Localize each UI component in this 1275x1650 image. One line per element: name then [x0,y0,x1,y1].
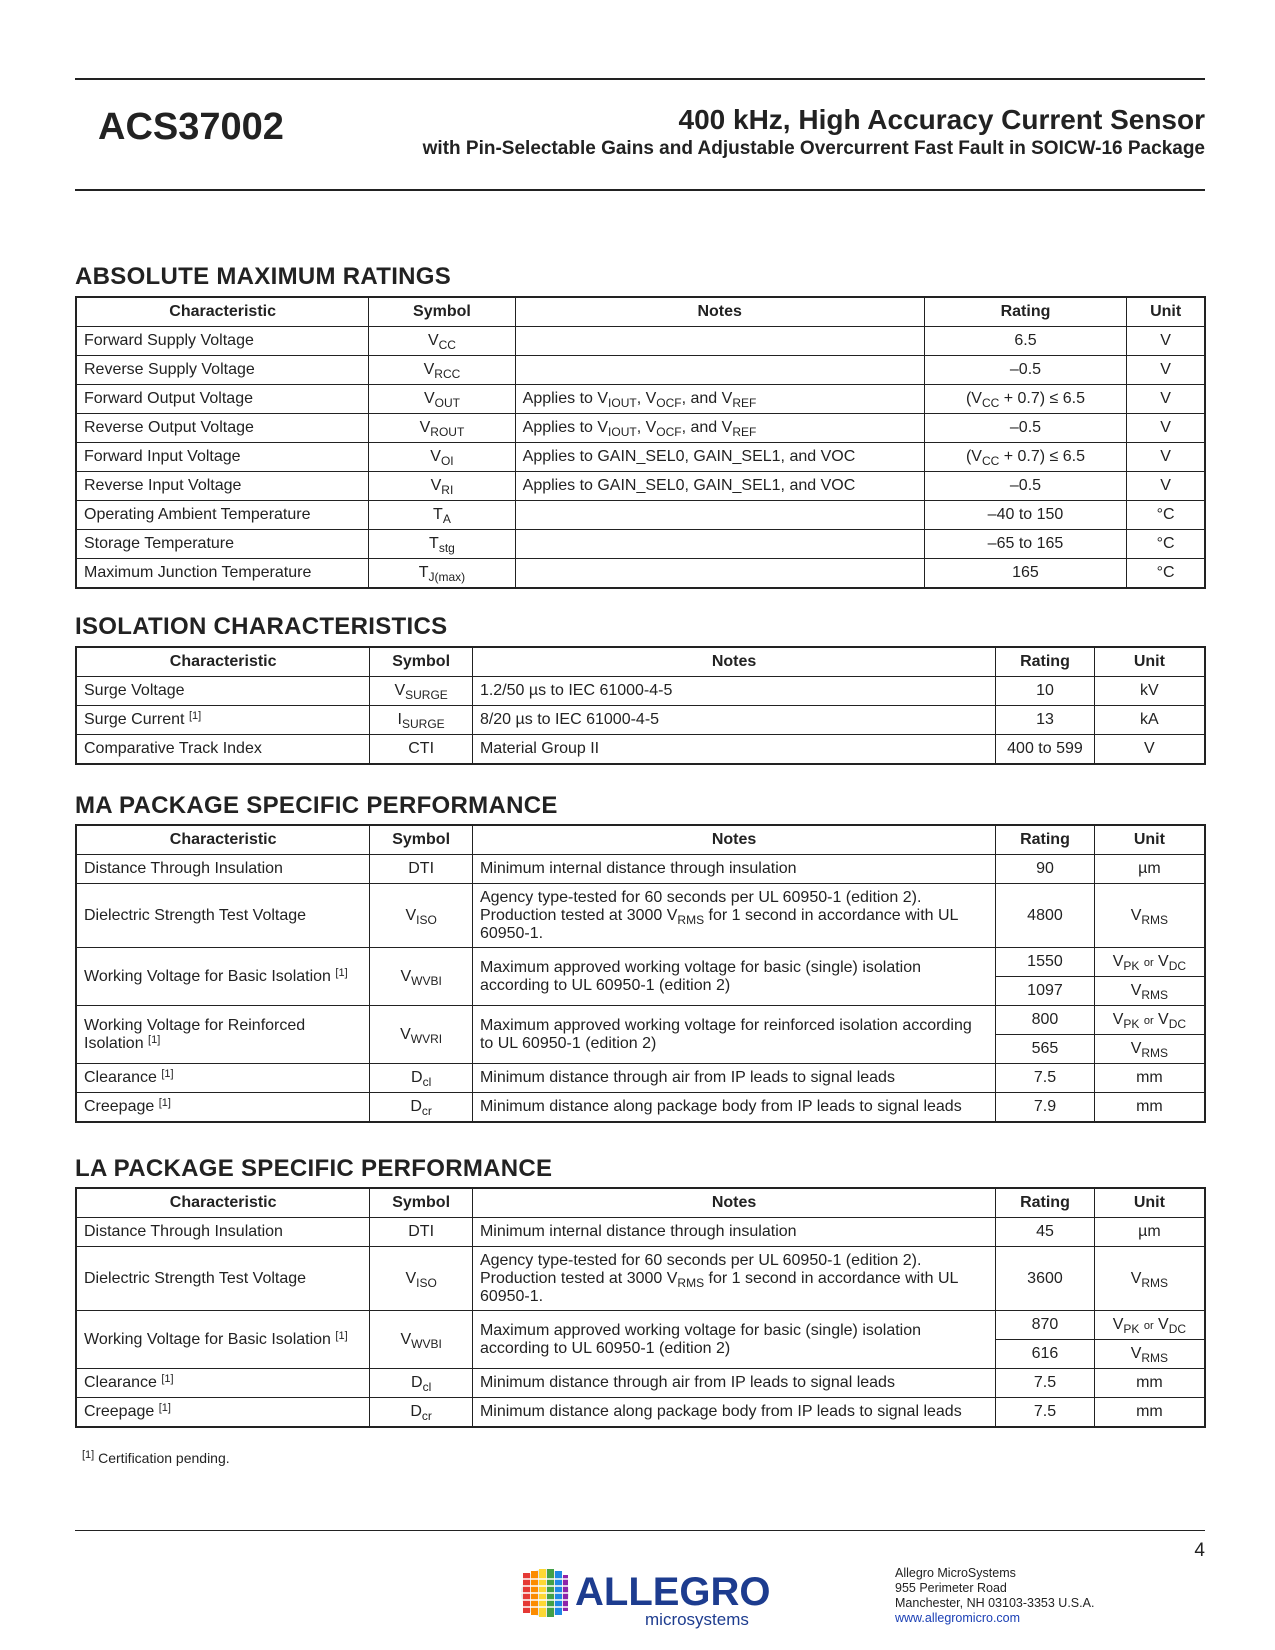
cell-rating: 3600 [996,1247,1095,1311]
cell-unit: V [1127,385,1205,414]
table-row [76,677,1205,706]
cell-unit: °C [1127,501,1205,530]
table-row [76,855,1205,884]
cell-unit: V [1127,443,1205,472]
abs-max-table [75,296,1206,589]
col-header: Characteristic [76,647,370,677]
col-header: Notes [472,647,995,677]
cell-symbol: $V_{WVBI}$ [370,1311,473,1369]
cell-rating: 45 [996,1218,1095,1247]
cell-rating: 565 [996,1035,1095,1064]
col-header: Rating [924,297,1127,327]
table-row [76,414,1205,443]
cell-characteristic: Working Voltage for Reinforced Isolation [1] [76,1006,370,1064]
table-header-row [76,825,1205,855]
cell-notes: Agency type-tested for 60 seconds per UL 60950-1 (edition 2). Production tested at 3000 $V_{RMS}$ for 1 second in accordance with UL 60950-1. [472,1247,995,1311]
cell-unit: mm [1094,1093,1205,1123]
logo-word: ALLEGRO [575,1570,771,1614]
col-header: Notes [472,1188,995,1218]
cell-characteristic: Working Voltage for Basic Isolation [1] [76,1311,370,1369]
cell-notes [515,327,924,356]
cell-characteristic: Operating Ambient Temperature [76,501,369,530]
cell-notes: Minimum internal distance through insulation [472,1218,995,1247]
cell-notes [515,530,924,559]
allegro-logo [515,1563,775,1629]
cell-symbol: $I_{SURGE}$ [370,706,473,735]
table-row [76,472,1205,501]
note-ref: [1] [188,710,202,722]
isolation-table [75,646,1206,765]
part-number: ACS37002 [98,106,284,148]
cell-characteristic: Distance Through Insulation [76,855,370,884]
cell-unit: $V_{PK}$ or $V_{DC}$ [1094,1006,1205,1035]
note-ref: [1] [335,966,348,979]
cell-rating: –0.5 [924,356,1127,385]
col-header: Symbol [370,647,473,677]
cell-unit: V [1127,414,1205,443]
col-header: Characteristic [76,825,370,855]
cell-unit: V [1094,735,1205,765]
note-ref: [1] [161,1373,174,1385]
col-header: Rating [996,825,1095,855]
cell-unit: °C [1127,530,1205,559]
cell-rating: 7.9 [996,1093,1095,1123]
cell-notes: Minimum distance through air from IP leads to signal leads [472,1369,995,1398]
footnote [82,1450,230,1466]
cell-notes: Agency type-tested for 60 seconds per UL 60950-1 (edition 2). Production tested at 3000 $V_{RMS}$ for 1 second in accordance with UL 60950-1. [472,884,995,948]
cell-symbol: $V_{CC}$ [369,327,515,356]
cell-notes [515,356,924,385]
ma-package-table [75,824,1206,1123]
note-ref: [1] [158,1097,171,1109]
cell-rating: 7.5 [996,1398,1095,1428]
cell-symbol: $D_{cr}$ [370,1093,473,1123]
col-header: Rating [996,1188,1095,1218]
cell-rating: 870 [996,1311,1095,1340]
page-number: 4 [1194,1540,1205,1561]
cell-symbol: $D_{cl}$ [370,1064,473,1093]
cell-characteristic: Working Voltage for Basic Isolation [1] [76,948,370,1006]
cell-notes: Maximum approved working voltage for basic (single) isolation according to UL 60950-1 (edition 2) [472,948,995,1006]
table-row [76,884,1205,948]
cell-notes: Minimum distance along package body from IP leads to signal leads [472,1093,995,1123]
table-header-row [76,1188,1205,1218]
cell-rating: 7.5 [996,1369,1095,1398]
table-header-row [76,647,1205,677]
cell-symbol: CTI [370,735,473,765]
cell-rating: 4800 [996,884,1095,948]
col-header: Unit [1094,825,1205,855]
company-name: Allegro MicroSystems [895,1566,1016,1580]
top-rule [75,78,1205,80]
col-header: Symbol [370,1188,473,1218]
cell-unit: $V_{RMS}$ [1094,1247,1205,1311]
cell-rating: $(V_{CC} + 0.7) \le 6.5$ [924,385,1127,414]
col-header: Rating [996,647,1095,677]
abs-max-heading: ABSOLUTE MAXIMUM RATINGS [75,263,452,290]
cell-rating: 13 [996,706,1095,735]
table-row [76,948,1205,977]
cell-notes: Minimum internal distance through insulation [472,855,995,884]
cell-unit: $V_{RMS}$ [1094,977,1205,1006]
cell-symbol: $V_{RCC}$ [369,356,515,385]
cell-symbol: $V_{SURGE}$ [370,677,473,706]
logo-sub: microsystems [645,1610,749,1629]
cell-unit: °C [1127,559,1205,589]
cell-rating: 400 to 599 [996,735,1095,765]
cell-unit: $V_{PK}$ or $V_{DC}$ [1094,948,1205,977]
table-row [76,1006,1205,1035]
table-row [76,1247,1205,1311]
col-header: Characteristic [76,297,369,327]
company-address [895,1566,1094,1626]
table-header-row [76,297,1205,327]
table-row [76,1218,1205,1247]
cell-symbol: $V_{ISO}$ [370,1247,473,1311]
cell-characteristic: Comparative Track Index [76,735,370,765]
cell-symbol: $V_{WVBI}$ [370,948,473,1006]
table-row [76,706,1205,735]
cell-unit: $V_{PK}$ or $V_{DC}$ [1094,1311,1205,1340]
cell-notes [515,501,924,530]
cell-characteristic: Dielectric Strength Test Voltage [76,1247,370,1311]
col-header: Symbol [369,297,515,327]
company-url-link[interactable]: www.allegromicro.com [895,1611,1021,1625]
cell-symbol: $V_{RI}$ [369,472,515,501]
table-row [76,501,1205,530]
cell-rating: 10 [996,677,1095,706]
table-row [76,1064,1205,1093]
table-row [76,559,1205,589]
ma-package-heading: MA PACKAGE SPECIFIC PERFORMANCE [75,792,558,819]
col-header: Unit [1127,297,1205,327]
col-header: Notes [515,297,924,327]
table-row [76,735,1205,765]
footer-rule [75,1530,1205,1531]
note-ref: [1] [158,1402,171,1414]
cell-unit: kV [1094,677,1205,706]
cell-notes: Applies to $V_{IOUT}$, $V_{OCF}$, and $V_{REF}$ [515,385,924,414]
cell-unit: mm [1094,1369,1205,1398]
table-row [76,1311,1205,1340]
company-street: 955 Perimeter Road [895,1581,1007,1595]
cell-notes: Minimum distance through air from IP leads to signal leads [472,1064,995,1093]
isolation-heading: ISOLATION CHARACTERISTICS [75,613,448,640]
cell-symbol: $T_{J(max)}$ [369,559,515,589]
cell-unit: µm [1094,1218,1205,1247]
cell-symbol: DTI [370,1218,473,1247]
cell-notes: Minimum distance along package body from IP leads to signal leads [472,1398,995,1428]
table-row [76,443,1205,472]
cell-notes [515,559,924,589]
table-row [76,1369,1205,1398]
cell-characteristic: Forward Input Voltage [76,443,369,472]
cell-rating: –0.5 [924,472,1127,501]
cell-rating: 7.5 [996,1064,1095,1093]
col-header: Unit [1094,1188,1205,1218]
table-row [76,1398,1205,1428]
cell-unit: µm [1094,855,1205,884]
cell-notes: Applies to $V_{IOUT}$, $V_{OCF}$, and $V_{REF}$ [515,414,924,443]
cell-characteristic: Maximum Junction Temperature [76,559,369,589]
col-header: Characteristic [76,1188,370,1218]
cell-characteristic: Distance Through Insulation [76,1218,370,1247]
cell-unit: V [1127,356,1205,385]
cell-symbol: DTI [370,855,473,884]
cell-unit: V [1127,472,1205,501]
cell-rating: –40 to 150 [924,501,1127,530]
cell-unit: kA [1094,706,1205,735]
cell-characteristic: Surge Current [1] [76,706,370,735]
cell-rating: 800 [996,1006,1095,1035]
cell-characteristic: Creepage [1] [76,1093,370,1123]
note-ref: [1] [161,1068,174,1080]
cell-rating: 165 [924,559,1127,589]
cell-characteristic: Clearance [1] [76,1369,370,1398]
cell-notes: 1.2/50 µs to IEC 61000-4-5 [472,677,995,706]
cell-notes: Maximum approved working voltage for basic (single) isolation according to UL 60950-1 (edition 2) [472,1311,995,1369]
cell-characteristic: Forward Supply Voltage [76,327,369,356]
note-ref: [1] [335,1329,348,1342]
cell-symbol: $T_{stg}$ [369,530,515,559]
cell-rating: –0.5 [924,414,1127,443]
cell-rating: 6.5 [924,327,1127,356]
cell-symbol: $V_{WVRI}$ [370,1006,473,1064]
cell-characteristic: Clearance [1] [76,1064,370,1093]
cell-rating: –65 to 165 [924,530,1127,559]
cell-symbol: $V_{ROUT}$ [369,414,515,443]
table-row [76,356,1205,385]
cell-symbol: $V_{ISO}$ [370,884,473,948]
page-title: 400 kHz, High Accuracy Current Sensor [678,104,1205,135]
cell-notes: Applies to GAIN_SEL0, GAIN_SEL1, and VOC [515,472,924,501]
table-row [76,327,1205,356]
cell-characteristic: Reverse Input Voltage [76,472,369,501]
col-header: Unit [1094,647,1205,677]
company-city: Manchester, NH 03103-3353 U.S.A. [895,1596,1095,1610]
cell-notes: 8/20 µs to IEC 61000-4-5 [472,706,995,735]
cell-characteristic: Surge Voltage [76,677,370,706]
cell-characteristic: Creepage [1] [76,1398,370,1428]
cell-symbol: $D_{cl}$ [370,1369,473,1398]
cell-rating: 616 [996,1340,1095,1369]
cell-characteristic: Forward Output Voltage [76,385,369,414]
col-header: Symbol [370,825,473,855]
cell-rating: 1097 [996,977,1095,1006]
la-package-heading: LA PACKAGE SPECIFIC PERFORMANCE [75,1155,553,1182]
col-header: Notes [472,825,995,855]
footnote-text: Certification pending. [98,1450,230,1466]
cell-characteristic: Dielectric Strength Test Voltage [76,884,370,948]
note-ref: [1] [148,1033,161,1046]
footnote-ref: [1] [82,1449,95,1461]
cell-symbol: $D_{cr}$ [370,1398,473,1428]
page-subtitle: with Pin-Selectable Gains and Adjustable Overcurrent Fast Fault in SOICW-16 Package [422,138,1205,159]
la-package-table [75,1187,1206,1428]
cell-symbol: $T_A$ [369,501,515,530]
cell-characteristic: Reverse Output Voltage [76,414,369,443]
cell-rating: 90 [996,855,1095,884]
cell-rating: 1550 [996,948,1095,977]
cell-notes: Applies to GAIN_SEL0, GAIN_SEL1, and VOC [515,443,924,472]
cell-characteristic: Reverse Supply Voltage [76,356,369,385]
cell-unit: $V_{RMS}$ [1094,1340,1205,1369]
cell-unit: mm [1094,1064,1205,1093]
cell-symbol: $V_{OUT}$ [369,385,515,414]
logo-mark-icon [519,1569,571,1617]
cell-characteristic: Storage Temperature [76,530,369,559]
cell-unit: mm [1094,1398,1205,1428]
cell-rating: $(V_{CC} + 0.7) \le 6.5$ [924,443,1127,472]
cell-symbol: $V_{OI}$ [369,443,515,472]
cell-unit: $V_{RMS}$ [1094,1035,1205,1064]
cell-notes: Material Group II [472,735,995,765]
table-row [76,385,1205,414]
cell-unit: $V_{RMS}$ [1094,884,1205,948]
cell-unit: V [1127,327,1205,356]
table-row [76,1093,1205,1123]
header-rule [75,189,1205,191]
table-row [76,530,1205,559]
cell-notes: Maximum approved working voltage for reinforced isolation according to UL 60950-1 (edition 2) [472,1006,995,1064]
